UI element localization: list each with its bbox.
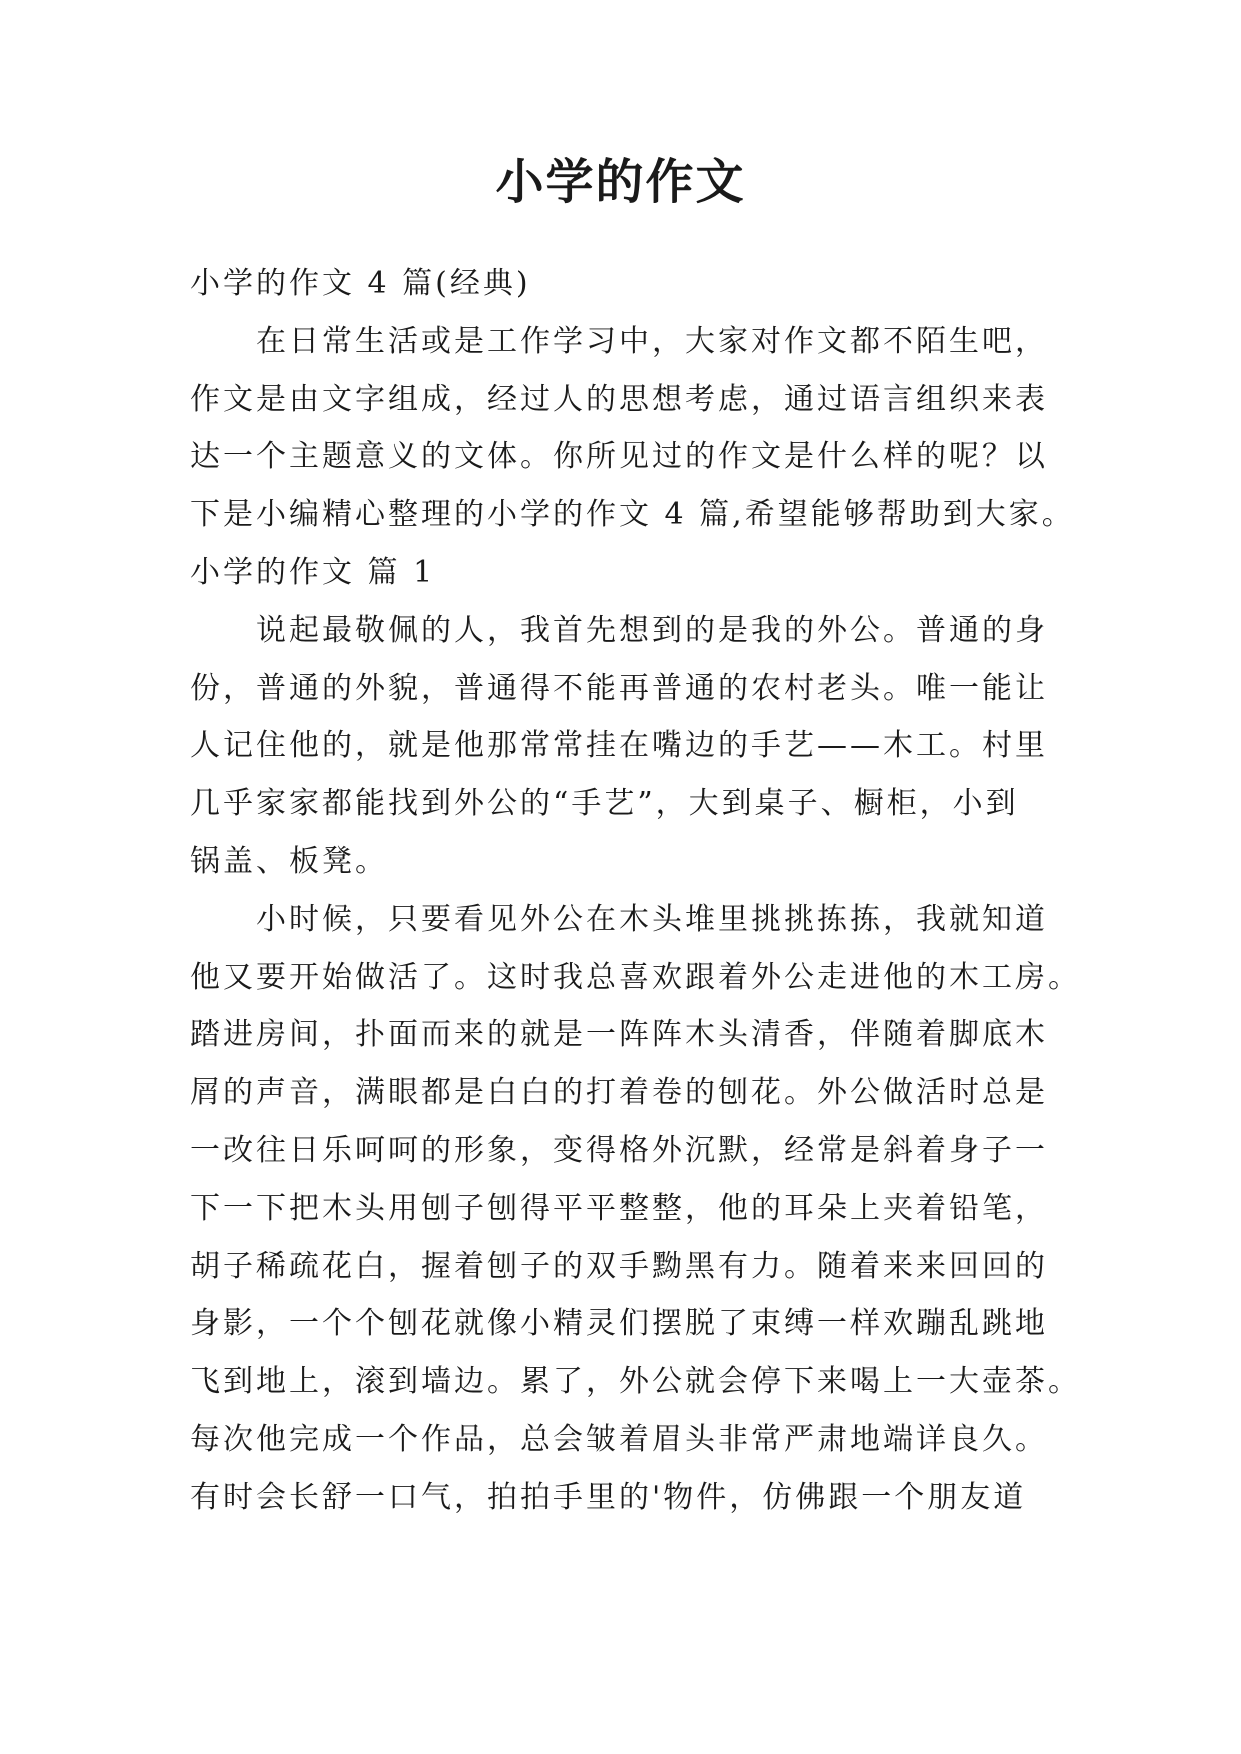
text-line: 他又要开始做活了。这时我总喜欢跟着外公走进他的木工房。 xyxy=(190,959,1081,995)
text-line: 份，普通的外貌，普通得不能再普通的农村老头。唯一能让 xyxy=(190,670,1048,706)
text-line: 达一个主题意义的文体。你所见过的作文是什么样的呢？以 xyxy=(190,439,1048,475)
text-line: 人记住他的，就是他那常常挂在嘴边的手艺——木工。村里 xyxy=(190,728,1048,764)
text-line: 小学的作文 篇 1 xyxy=(190,554,436,590)
text-line: 飞到地上，滚到墙边。累了，外公就会停下来喝上一大壶茶。 xyxy=(190,1364,1081,1400)
text-line: 下一下把木头用刨子刨得平平整整，他的耳朵上夹着铅笔， xyxy=(190,1190,1048,1226)
text-line: 有时会长舒一口气，拍拍手里的'物件，仿佛跟一个朋友道 xyxy=(190,1479,1027,1515)
text-line: 下是小编精心整理的小学的作文 4 篇,希望能够帮助到大家。 xyxy=(190,497,1075,533)
text-line: 每次他完成一个作品，总会皱着眉头非常严肃地端详良久。 xyxy=(190,1421,1048,1457)
document-body xyxy=(190,255,1081,1527)
page-title: 小学的作文 xyxy=(495,154,746,210)
text-line: 作文是由文字组成，经过人的思想考虑，通过语言组织来表 xyxy=(190,381,1048,417)
text-line: 一改往日乐呵呵的形象，变得格外沉默，经常是斜着身子一 xyxy=(190,1132,1048,1168)
text-line: 几乎家家都能找到外公的“手艺”，大到桌子、橱柜，小到 xyxy=(190,786,1019,822)
text-line: 在日常生活或是工作学习中，大家对作文都不陌生吧， xyxy=(256,323,1048,359)
text-line: 小学的作文 4 篇(经典) xyxy=(190,266,531,301)
text-line: 身影，一个个刨花就像小精灵们摆脱了束缚一样欢蹦乱跳地 xyxy=(190,1306,1048,1342)
text-line: 胡子稀疏花白，握着刨子的双手黝黑有力。随着来来回回的 xyxy=(190,1248,1048,1284)
text-line: 说起最敬佩的人，我首先想到的是我的外公。普通的身 xyxy=(256,612,1048,648)
text-line: 小时候，只要看见外公在木头堆里挑挑拣拣，我就知道 xyxy=(256,901,1048,937)
text-line: 锅盖、板凳。 xyxy=(190,843,388,879)
text-line: 踏进房间，扑面而来的就是一阵阵木头清香，伴随着脚底木 xyxy=(190,1017,1048,1053)
text-line: 屑的声音，满眼都是白白的打着卷的刨花。外公做活时总是 xyxy=(190,1075,1048,1111)
